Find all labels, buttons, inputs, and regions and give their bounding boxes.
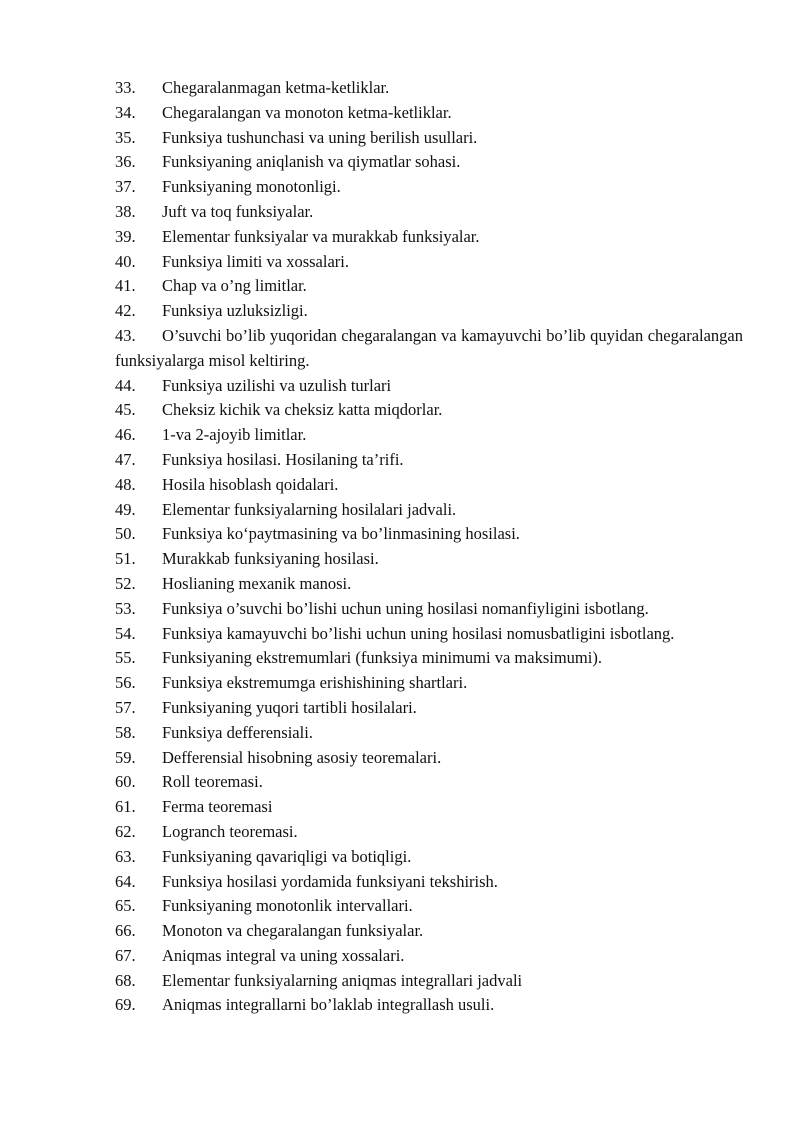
list-item [115, 200, 743, 225]
item-text: Funksiya kamayuvchi bo’lishi uchun uning hosilasi nomusbatligini isbotlang. [162, 623, 675, 643]
item-number: 45. [115, 400, 136, 420]
item-number: 34. [115, 102, 136, 122]
item-number: 55. [115, 648, 136, 668]
list-item [115, 622, 743, 647]
list-item [115, 820, 743, 845]
item-number: 35. [115, 127, 136, 147]
item-number: 37. [115, 177, 136, 197]
item-number: 58. [115, 722, 136, 742]
list-item [115, 522, 743, 547]
item-text: Chegaralanmagan ketma-ketliklar. [162, 78, 390, 97]
item-number: 52. [115, 573, 136, 593]
item-number: 61. [115, 797, 136, 817]
item-number: 69. [115, 995, 136, 1015]
list-item [115, 101, 743, 126]
item-number: 66. [115, 921, 136, 941]
list-item [115, 473, 743, 498]
item-number: 63. [115, 846, 136, 866]
item-text: Aniqmas integral va uning xossalari. [162, 945, 405, 965]
item-text: Defferensial hisobning asosiy teoremalari. [162, 747, 442, 767]
list-item [115, 126, 743, 151]
list-item [115, 770, 743, 795]
item-text: Roll teoremasi. [162, 772, 263, 792]
list-item [115, 547, 743, 572]
item-number: 59. [115, 747, 136, 767]
item-text: Juft va toq funksiyalar. [162, 201, 314, 221]
item-text: Funksiya hosilasi yordamida funksiyani tekshirish. [162, 871, 498, 891]
item-text: Funksiya ko‘paytmasining va bo’linmasining hosilasi. [162, 524, 520, 544]
item-number: 39. [115, 226, 136, 246]
item-text: Elementar funksiyalarning hosilalari jadvali. [162, 499, 457, 519]
item-number: 43. [115, 325, 136, 345]
item-number: 46. [115, 425, 136, 445]
list-item [115, 845, 743, 870]
item-number: 64. [115, 871, 136, 891]
item-text: Cheksiz kichik va cheksiz katta miqdorlar. [162, 400, 443, 420]
item-text: Funksiya defferensiali. [162, 722, 313, 742]
item-text: Funksiyaning monotonligi. [162, 177, 341, 197]
item-text: Elementar funksiyalarning aniqmas integrallari jadvali [162, 970, 523, 990]
item-text: Monoton va chegaralangan funksiyalar. [162, 921, 424, 941]
list-item [115, 969, 743, 994]
item-text: Funksiya tushunchasi va uning berilish usullari. [162, 127, 478, 147]
list-item [115, 175, 743, 200]
list-item [115, 870, 743, 895]
item-number: 33. [115, 78, 136, 97]
list-item [115, 76, 743, 101]
item-number: 49. [115, 499, 136, 519]
list-item [115, 150, 743, 175]
item-text: 1-va 2-ajoyib limitlar. [162, 425, 307, 445]
item-number: 67. [115, 945, 136, 965]
list-item [115, 299, 743, 324]
item-number: 54. [115, 623, 136, 643]
item-text: Ferma teoremasi [162, 797, 273, 817]
item-text: O’suvchi bo’lib yuqoridan chegaralangan va kamayuvchi bo’lib quyidan chegaralangan funksiyalarga misol keltiring. [115, 325, 743, 370]
list-item [115, 274, 743, 299]
item-number: 42. [115, 301, 136, 321]
list-item [115, 572, 743, 597]
item-text: Hosila hisoblash qoidalari. [162, 474, 339, 494]
item-text: Elementar funksiyalar va murakkab funksiyalar. [162, 226, 480, 246]
item-number: 41. [115, 276, 136, 296]
item-text: Funksiyaning ekstremumlari (funksiya minimumi va maksimumi). [162, 648, 602, 668]
item-text: Funksiyaning aniqlanish va qiymatlar sohasi. [162, 152, 461, 172]
item-text: Chegaralangan va monoton ketma-ketliklar. [162, 102, 452, 122]
item-text: Hoslianing mexanik manosi. [162, 573, 352, 593]
item-number: 38. [115, 201, 136, 221]
list-item [115, 795, 743, 820]
item-text: Funksiyaning monotonlik intervallari. [162, 896, 413, 916]
list-item [115, 919, 743, 944]
item-number: 50. [115, 524, 136, 544]
list-item [115, 894, 743, 919]
list-item [115, 398, 743, 423]
list-item [115, 993, 743, 1018]
item-text: Funksiya uzilishi va uzulish turlari [162, 375, 392, 395]
item-text: Funksiyaning yuqori tartibli hosilalari. [162, 697, 417, 717]
list-item [115, 250, 743, 275]
item-text: Funksiya limiti va xossalari. [162, 251, 349, 271]
list-item [115, 671, 743, 696]
list-item [115, 423, 743, 448]
item-number: 65. [115, 896, 136, 916]
item-number: 53. [115, 598, 136, 618]
item-number: 68. [115, 970, 136, 990]
question-list [115, 76, 743, 1018]
item-text: Funksiya hosilasi. Hosilaning ta’rifi. [162, 449, 404, 469]
list-item [115, 324, 743, 374]
item-number: 40. [115, 251, 136, 271]
item-text: Funksiyaning qavariqligi va botiqligi. [162, 846, 412, 866]
list-item [115, 225, 743, 250]
item-number: 51. [115, 549, 136, 569]
item-text: Murakkab funksiyaning hosilasi. [162, 549, 379, 569]
item-text: Chap va o’ng limitlar. [162, 276, 307, 296]
item-number: 48. [115, 474, 136, 494]
item-text: Logranch teoremasi. [162, 821, 298, 841]
list-item [115, 721, 743, 746]
list-item [115, 498, 743, 523]
item-text: Funksiya o’suvchi bo’lishi uchun uning hosilasi nomanfiyligini isbotlang. [162, 598, 649, 618]
list-item [115, 374, 743, 399]
item-number: 44. [115, 375, 136, 395]
list-item [115, 696, 743, 721]
list-item [115, 646, 743, 671]
list-item [115, 597, 743, 622]
item-text: Aniqmas integrallarni bo’laklab integrallash usuli. [162, 995, 495, 1015]
item-text: Funksiya ekstremumga erishishining shartlari. [162, 673, 468, 693]
item-number: 47. [115, 449, 136, 469]
list-item [115, 944, 743, 969]
item-number: 60. [115, 772, 136, 792]
item-number: 62. [115, 821, 136, 841]
list-item [115, 448, 743, 473]
item-number: 57. [115, 697, 136, 717]
item-text: Funksiya uzluksizligi. [162, 301, 308, 321]
list-item [115, 746, 743, 771]
item-number: 36. [115, 152, 136, 172]
item-number: 56. [115, 673, 136, 693]
